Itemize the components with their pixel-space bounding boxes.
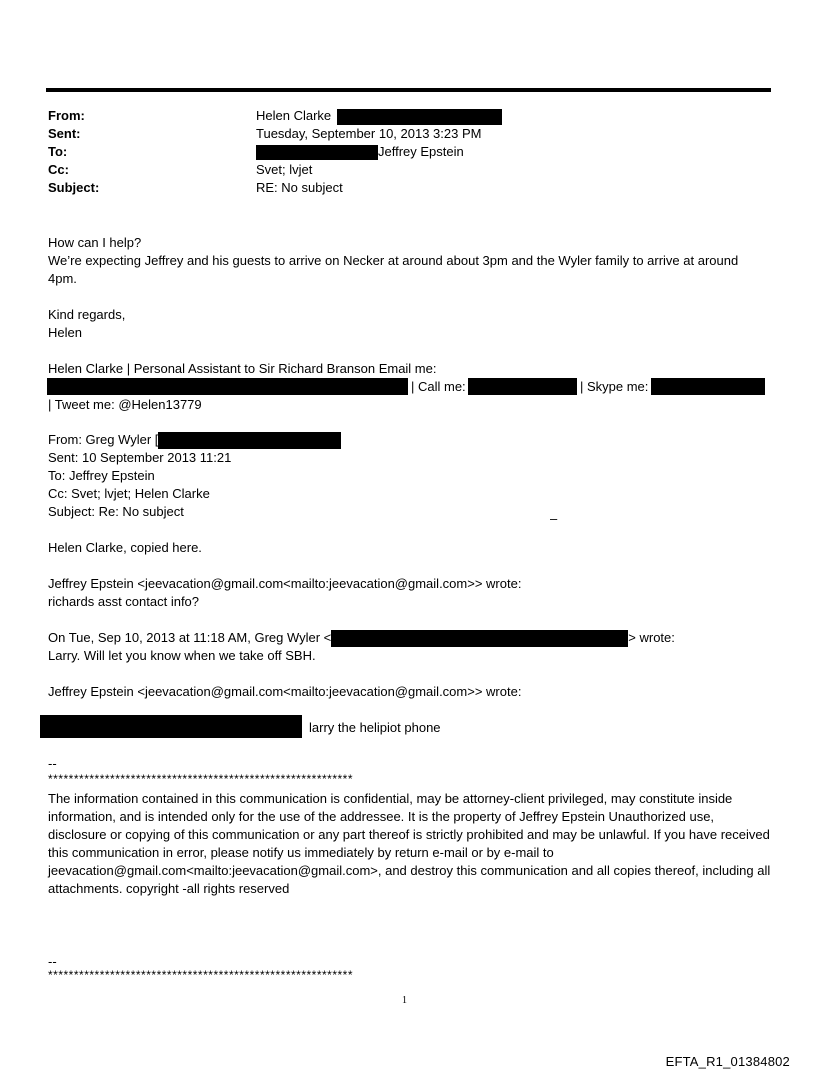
quoted-body: Larry. Will let you know when we take off SBH.	[48, 648, 316, 663]
regards-line: Kind regards,	[48, 307, 126, 322]
quoted-from	[48, 431, 341, 449]
redaction-block	[256, 145, 378, 160]
from-name: Helen Clarke	[256, 108, 332, 123]
from-label: From:	[48, 108, 85, 123]
body-line: 4pm.	[48, 271, 77, 286]
redaction-block	[40, 715, 302, 738]
sent-value: Tuesday, September 10, 2013 3:23 PM	[256, 126, 482, 141]
quoted-wrote-line: Jeffrey Epstein <jeevacation@gmail.com<mailto:jeevacation@gmail.com>> wrote:	[48, 576, 522, 591]
quoted-from-text: From: Greg Wyler [	[48, 432, 159, 447]
signer-name: Helen	[48, 325, 82, 340]
cc-value: Svet; lvjet	[256, 162, 313, 177]
quoted-sent: Sent: 10 September 2013 11:21	[48, 450, 232, 465]
header-rule	[46, 88, 771, 92]
signature-line: Helen Clarke | Personal Assistant to Sir Richard Branson Email me:	[48, 361, 437, 376]
quoted-to: To: Jeffrey Epstein	[48, 468, 155, 483]
stray-dash: –	[550, 511, 558, 526]
redaction-block	[651, 378, 765, 395]
cc-label: Cc:	[48, 162, 69, 177]
separator-stars: ***********************************************************	[48, 968, 354, 982]
quoted-wrote-line: Jeffrey Epstein <jeevacation@gmail.com<mailto:jeevacation@gmail.com>> wrote:	[48, 684, 522, 699]
redaction-block	[158, 432, 341, 449]
to-name: Jeffrey Epstein	[378, 144, 464, 159]
quoted-body: larry the helipiot phone	[309, 720, 441, 735]
quoted-subject: Subject: Re: No subject	[48, 504, 184, 519]
redaction-block	[337, 109, 502, 125]
to-value	[256, 143, 464, 161]
separator-stars: ***********************************************************	[48, 772, 354, 786]
quoted-cc: Cc: Svet; lvjet; Helen Clarke	[48, 486, 210, 501]
signature-skype-label: | Skype me:	[580, 379, 649, 394]
to-label: To:	[48, 144, 68, 159]
redaction-block	[331, 630, 628, 647]
quoted-body: richards asst contact info?	[48, 594, 200, 609]
quoted-wrote-line	[48, 629, 675, 647]
sent-label: Sent:	[48, 126, 81, 141]
body-line: We’re expecting Jeffrey and his guests to arrive on Necker at around about 3pm and the Wyler family to arrive at around	[48, 253, 739, 268]
from-value	[256, 107, 502, 125]
quoted-body: Helen Clarke, copied here.	[48, 540, 202, 555]
separator-dashes: --	[48, 756, 57, 771]
redaction-block	[47, 378, 408, 395]
quoted-wrote-prefix: On Tue, Sep 10, 2013 at 11:18 AM, Greg Wyler <	[48, 630, 332, 645]
signature-call-label: | Call me:	[411, 379, 466, 394]
subject-value: RE: No subject	[256, 180, 343, 195]
quoted-wrote-suffix: > wrote:	[628, 630, 675, 645]
document-id: EFTA_R1_01384802	[665, 1054, 790, 1069]
body-line: How can I help?	[48, 235, 142, 250]
disclaimer-text: The information contained in this communication is confidential, may be attorney-client privileged, may constitute inside information, and is intended only for the use of the addressee. It is the property of Jeffrey Epstein Unauthorized use, disclosure or copying of this communication or any part thereof is strictly prohibited and may be unlawful. If you have received this communication in error, please notify us immediately by return e-mail or by e-mail to jeevacation@gmail.com<mailto:jeevacation@gmail.com>, and destroy this communication and all copies thereof, including all attachments. copyright -all rights reserved	[48, 791, 771, 896]
separator-dashes: --	[48, 954, 57, 969]
subject-label: Subject:	[48, 180, 100, 195]
redaction-block	[468, 378, 577, 395]
signature-tweet: | Tweet me: @Helen13779	[48, 397, 202, 412]
page-number: 1	[402, 995, 407, 1006]
